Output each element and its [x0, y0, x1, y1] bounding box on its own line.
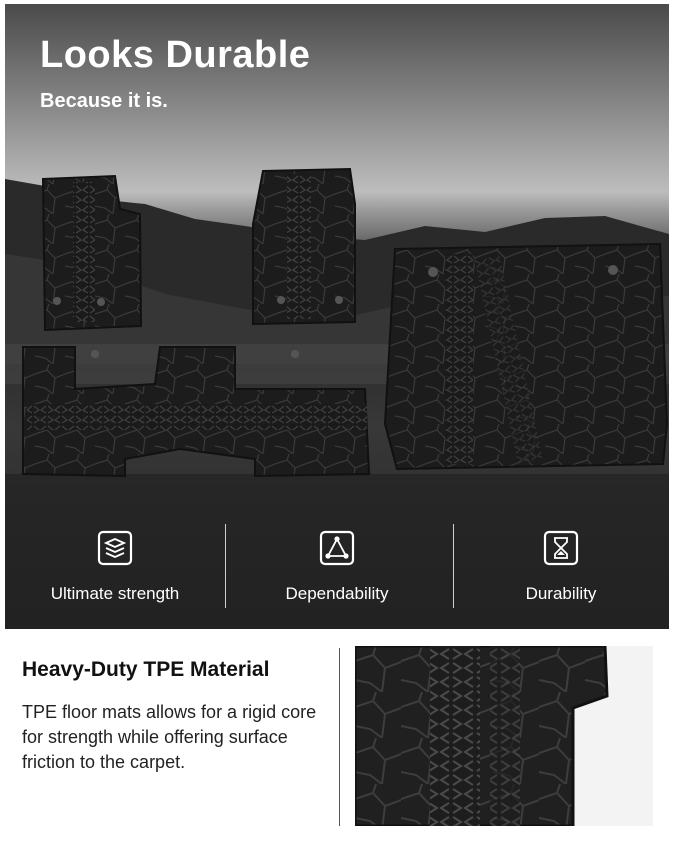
hero-title: Looks Durable: [40, 34, 311, 76]
feature-dependability: [227, 518, 447, 604]
layers-icon: [97, 530, 133, 566]
feature-divider: [225, 524, 226, 608]
feature-label: Durability: [525, 584, 597, 603]
mat-detail-image: [355, 646, 653, 826]
mat-closeup: [355, 646, 653, 826]
hero-banner: [5, 4, 669, 629]
hero-subtitle: Because it is.: [40, 90, 168, 112]
section-divider: [339, 648, 340, 826]
feature-label: Ultimate strength: [50, 584, 180, 603]
feature-row: [5, 518, 669, 618]
triangle-network-icon: [319, 530, 355, 566]
material-title: Heavy-Duty TPE Material: [22, 658, 270, 681]
feature-durability: [451, 518, 669, 604]
feature-ultimate-strength: [5, 518, 225, 604]
hourglass-icon: [543, 530, 579, 566]
material-description: TPE floor mats allows for a rigid core for strength while offering surface friction to the carpet.: [22, 702, 317, 772]
feature-label: Dependability: [285, 584, 389, 603]
